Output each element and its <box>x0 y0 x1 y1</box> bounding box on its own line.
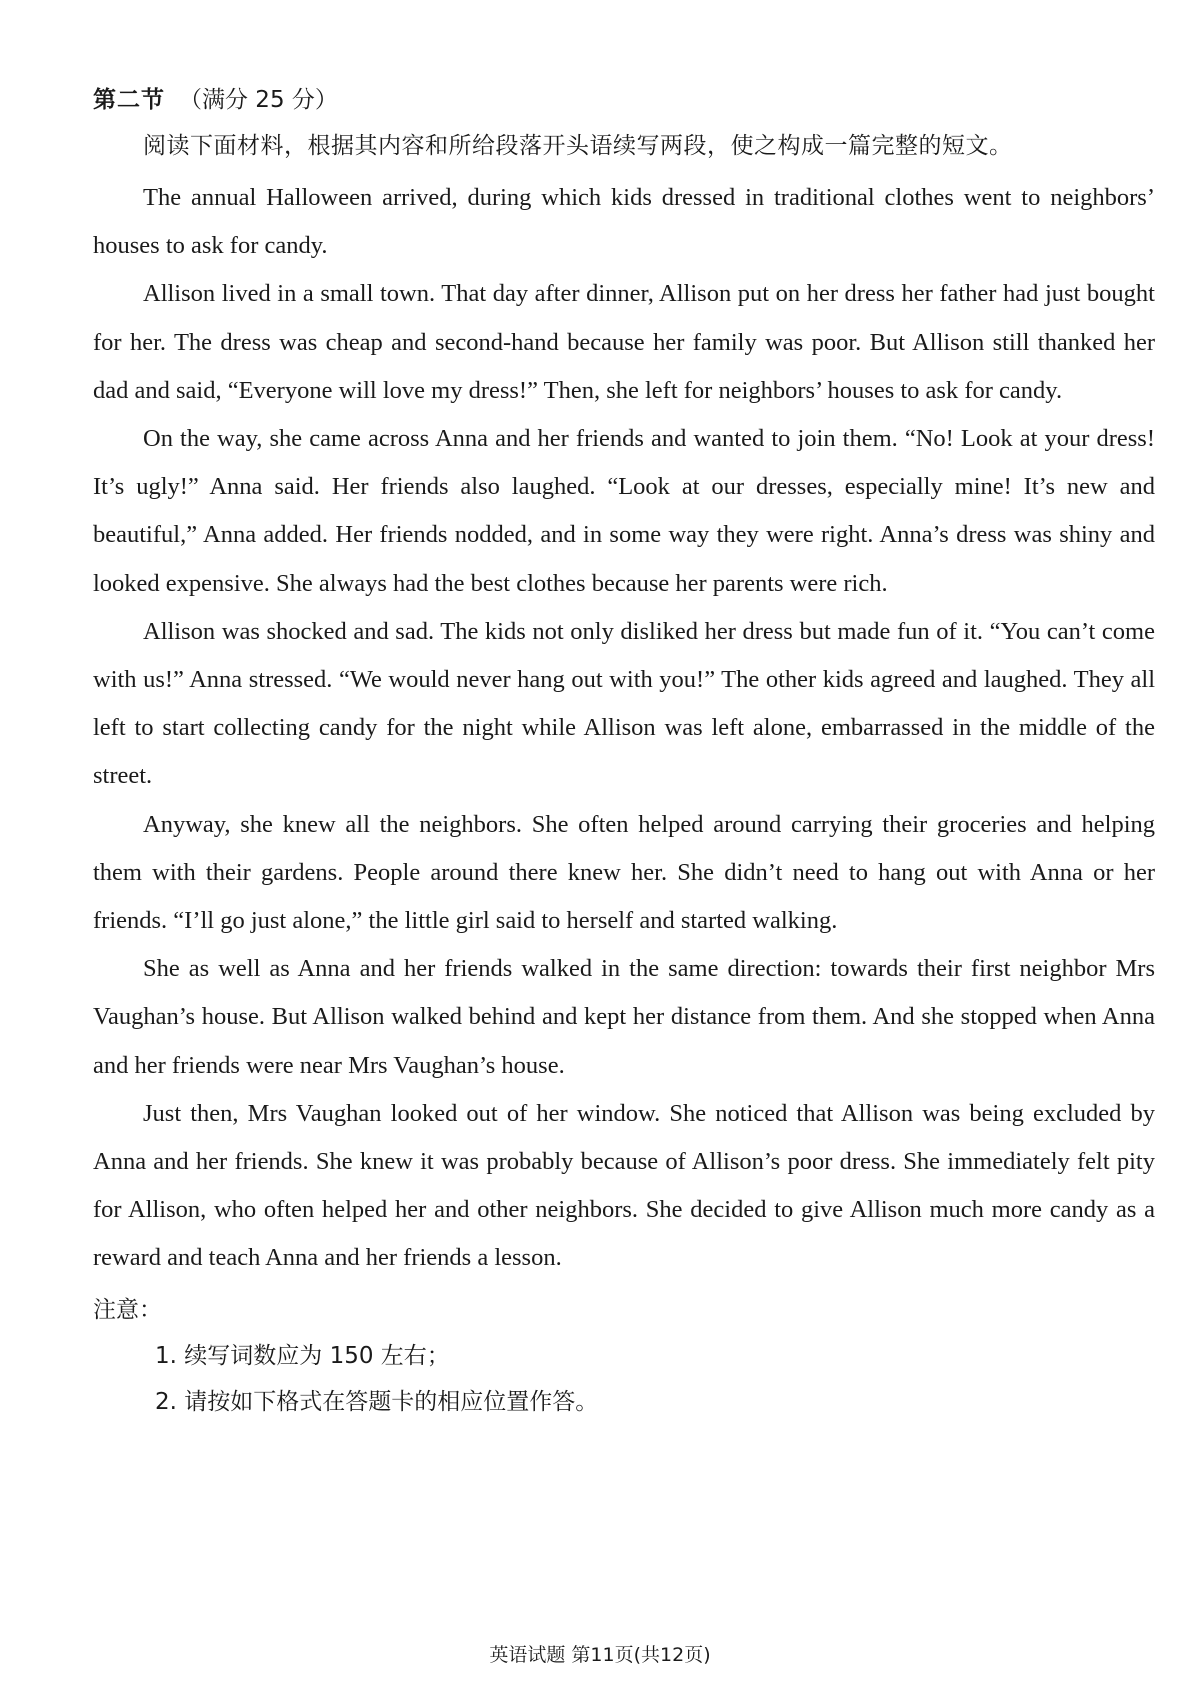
page-footer: 英语试题 第11页(共12页) <box>489 1644 711 1664</box>
notes-section <box>93 1287 1155 1425</box>
section-header <box>93 80 1155 120</box>
passage-paragraph-6: She as well as Anna and her friends walked in the same direction: towards their first neighbor Mrs Vaughan’s house. But Allison walked behind and kept her distance from them. And she stopped when Anna and her friends were near Mrs Vaughan’s house. <box>93 955 1155 1079</box>
passage-paragraph-1: The annual Halloween arrived, during which kids dressed in traditional clothes went to neighbors’ houses to ask for candy. <box>93 184 1155 260</box>
notes-label: 注意： <box>93 1296 162 1323</box>
task-instruction: 阅读下面材料，根据其内容和所给段落开头语续写两段，使之构成一篇完整的短文。 <box>143 133 1013 159</box>
passage-paragraph-7: Just then, Mrs Vaughan looked out of her window. She noticed that Allison was being excluded by Anna and her friends. She knew it was probably because of Allison’s poor dress. She immediately felt pity for Allison, who often helped her and other neighbors. She decided to give Allison much more candy as a reward and teach Anna and her friends a lesson. <box>93 1099 1155 1272</box>
passage-paragraph-3: On the way, she came across Anna and her friends and wanted to join them. “No! Look at your dress! It’s ugly!” Anna said. Her friends also laughed. “Look at our dresses, especially mine! It’s new and beautiful,” Anna added. Her friends nodded, and in some way they were right. Anna’s dress was shiny and looked expensive. She always had the best clothes because her parents were rich. <box>93 425 1155 597</box>
note-item-2: 2. 请按如下格式在答题卡的相应位置作答。 <box>155 1388 599 1415</box>
section-score: （满分 25 分） <box>179 87 338 113</box>
passage-paragraph-2: Allison lived in a small town. That day after dinner, Allison put on her dress her father had just bought for her. The dress was cheap and second-hand because her family was poor. But Allison still thanked her dad and said, “Everyone will love my dress!” Then, she left for neighbors’ houses to ask for candy. <box>93 280 1155 404</box>
reading-passage <box>93 174 1155 1283</box>
passage-paragraph-4: Allison was shocked and sad. The kids not only disliked her dress but made fun of it. “You can’t come with us!” Anna stressed. “We would never hang out with you!” The other kids agreed and laughed. They all left to start collecting candy for the night while Allison was left alone, embarrassed in the middle of the street. <box>93 617 1155 790</box>
exam-page <box>93 80 1155 1425</box>
note-item-1: 1. 续写词数应为 150 左右； <box>155 1342 450 1369</box>
passage-paragraph-5: Anyway, she knew all the neighbors. She often helped around carrying their groceries and helping them with their gardens. People around there knew her. She didn’t need to hang out with Anna or her friends. “I’ll go just alone,” the little girl said to herself and started walking. <box>93 810 1155 935</box>
section-title: 第二节 <box>93 87 165 113</box>
